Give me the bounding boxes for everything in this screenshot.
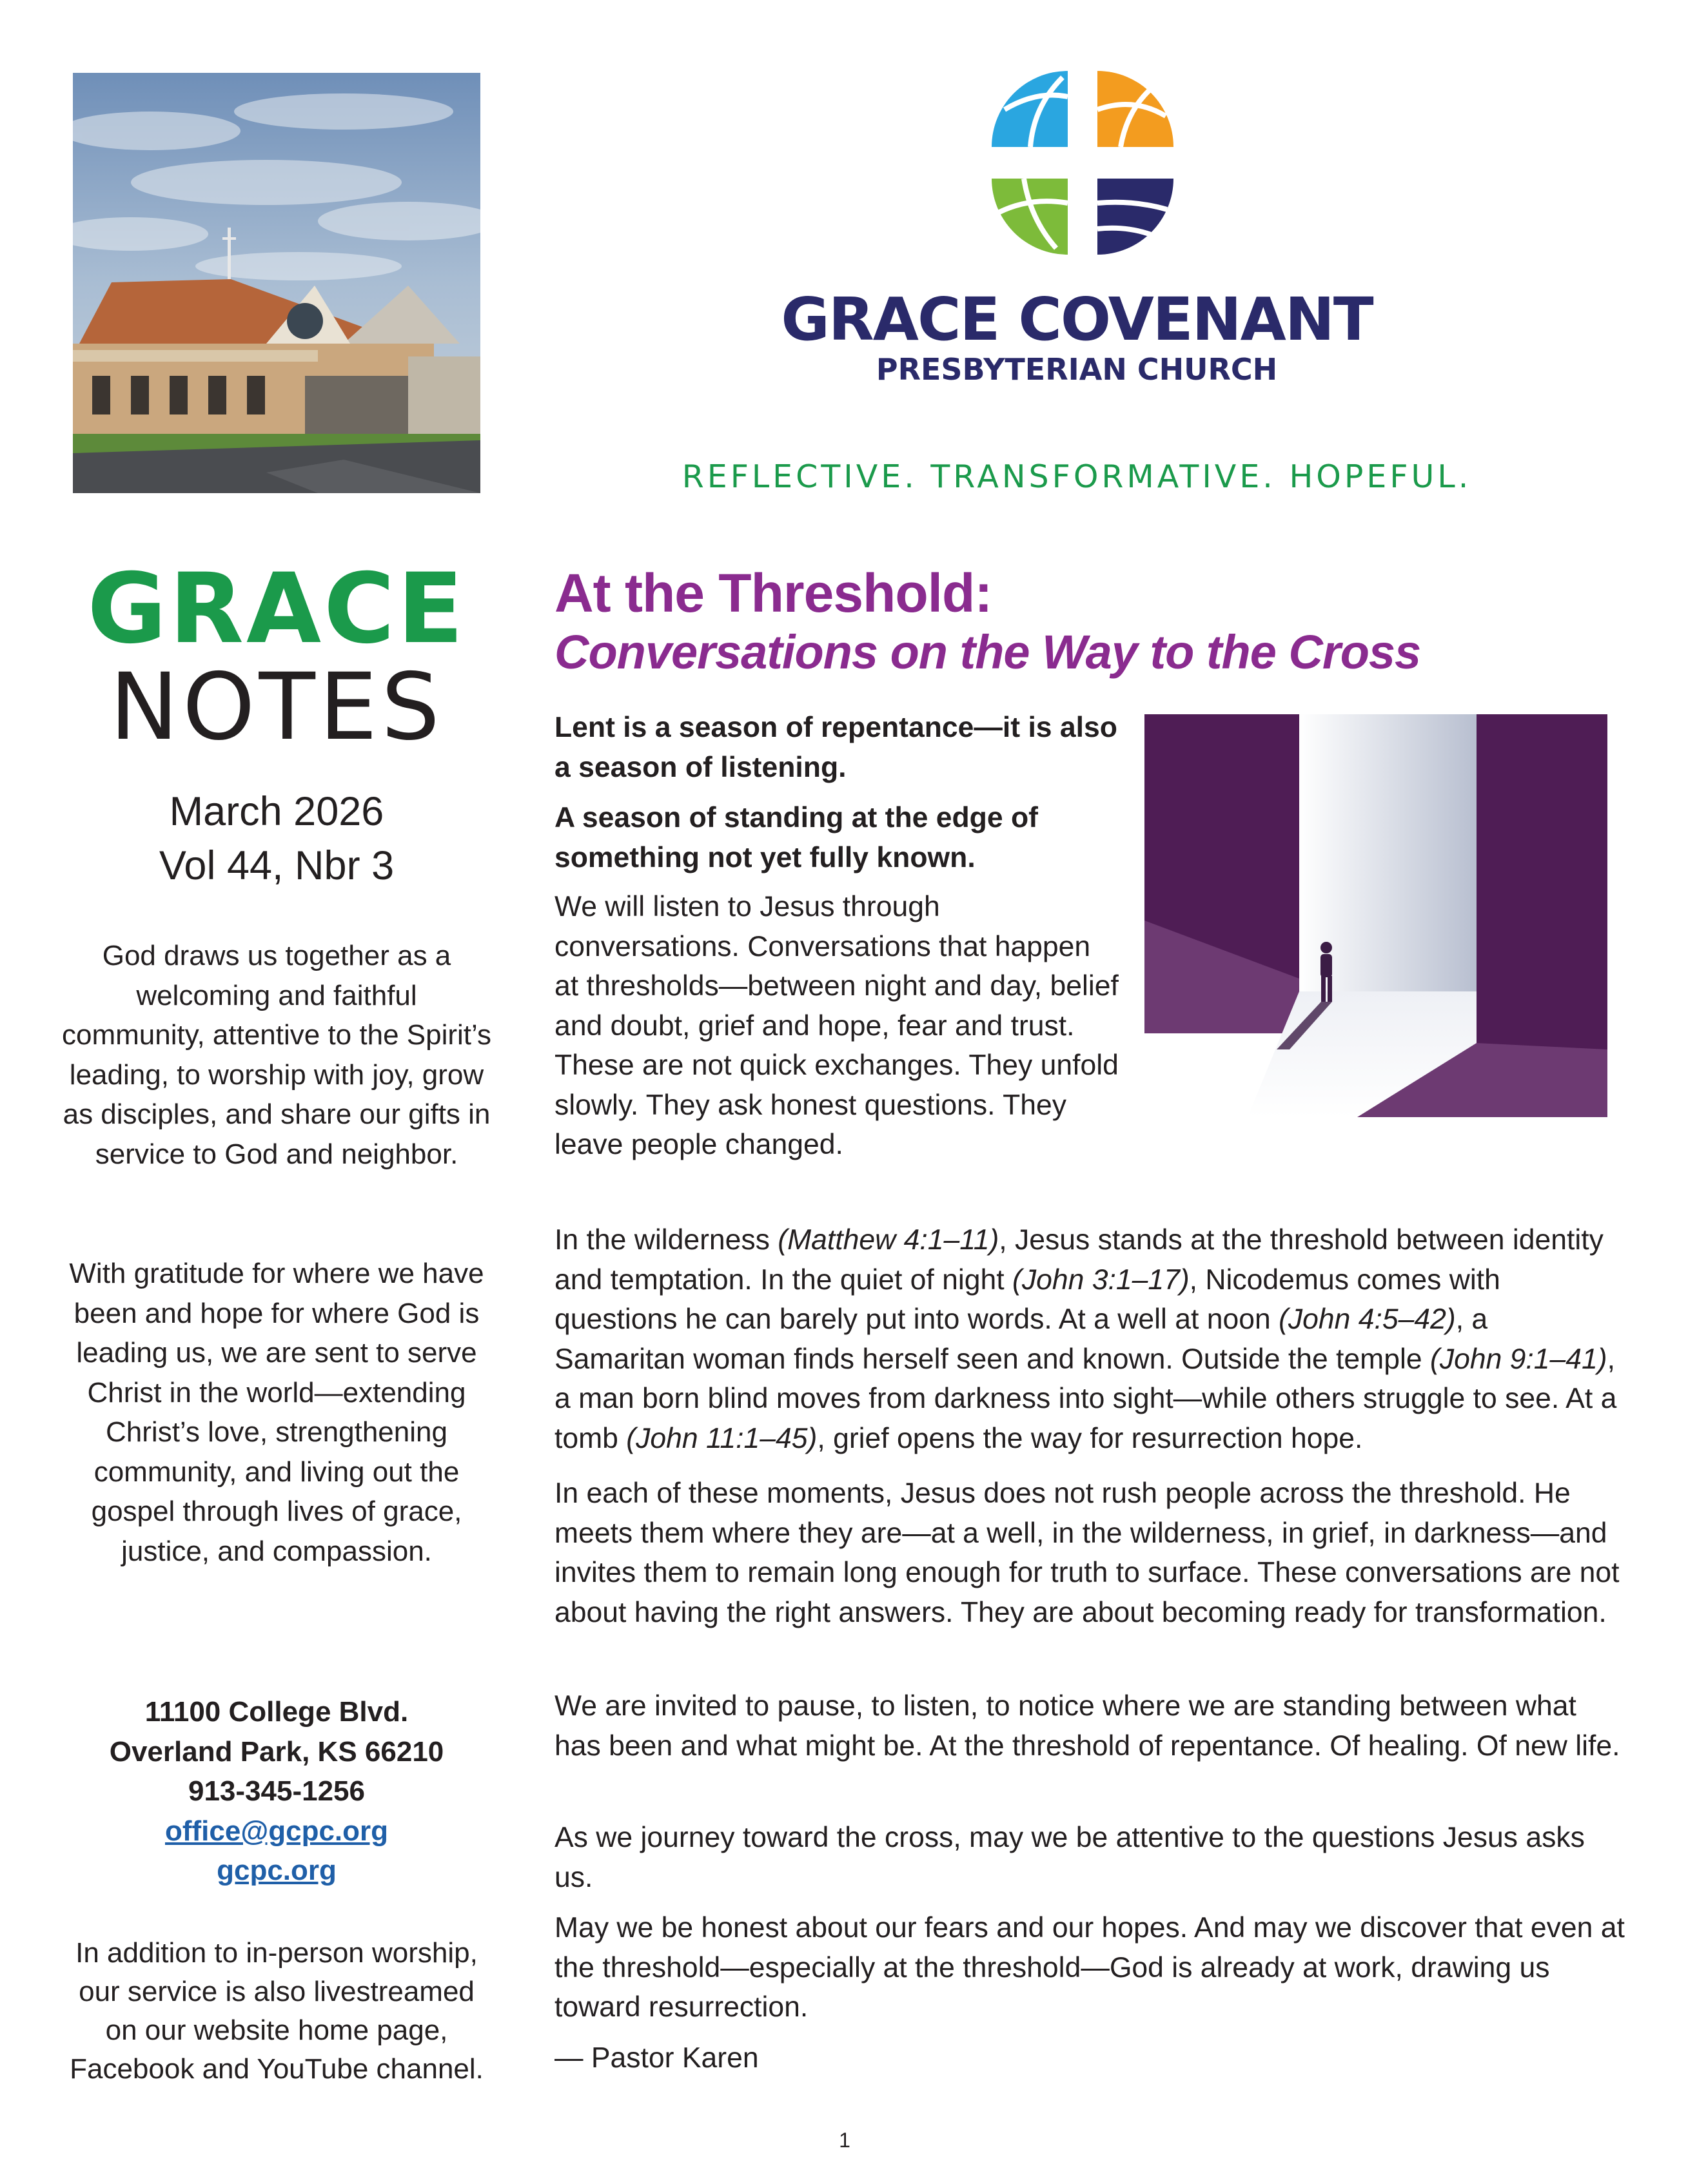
text: , Jesus stands at the threshold between identity and temptation. In the quiet of night xyxy=(554,1224,1604,1296)
mission-statement-1: God draws us together as a welcoming and faithful community, attentive to the Spirit’s leading, to worship with joy, grow as disciples, and share our gifts in service to God and neighbor. xyxy=(62,940,491,1170)
phone-number: 913-345-1256 xyxy=(188,1775,365,1807)
article-title: At the Threshold: xyxy=(554,563,992,623)
text: In the wilderness xyxy=(554,1224,778,1256)
scripture-reference: (John 9:1–41) xyxy=(1430,1343,1607,1375)
church-logo xyxy=(992,71,1173,255)
article-signature: — Pastor Karen xyxy=(554,2042,759,2074)
church-name: GRACE COVENANT xyxy=(781,285,1373,354)
text: , Nicodemus comes with questions he can barely put into words. At a well at noon xyxy=(554,1263,1500,1335)
article-paragraph-5: As we journey toward the cross, may we be attentive to the questions Jesus asks us. xyxy=(554,1822,1585,1893)
text: , a man born blind moves from darkness into sight—while others struggle to see. At a tomb xyxy=(554,1343,1617,1454)
issue-volume: Vol 44, Nbr 3 xyxy=(159,843,395,888)
article-lead-1: Lent is a season of repentance—it is also a season of listening. xyxy=(554,712,1117,783)
church-subtitle: PRESBYTERIAN CHURCH xyxy=(876,352,1278,387)
church-building-image xyxy=(73,73,480,493)
text: , a Samaritan woman finds herself seen and known. Outside the temple xyxy=(554,1303,1488,1375)
scripture-reference: (John 4:5–42) xyxy=(1279,1303,1456,1335)
website-link[interactable]: gcpc.org xyxy=(217,1855,337,1886)
article-paragraph-1: We will listen to Jesus through conversations. Conversations that happen at thresholds—between night and day, belief and doubt, grief and hope, fear and trust. These are not quick exchanges. They unfold slowly. They ask honest questions. They leave people changed. xyxy=(554,891,1119,1160)
scripture-reference: (Matthew 4:1–11) xyxy=(778,1224,999,1256)
address-line2: Overland Park, KS 66210 xyxy=(109,1735,444,1768)
newsletter-title-notes: NOTES xyxy=(109,653,444,761)
threshold-illustration xyxy=(1144,714,1607,1117)
article-subtitle: Conversations on the Way to the Cross xyxy=(554,625,1421,679)
church-photo xyxy=(73,73,480,493)
livestream-note: In addition to in-person worship, our service is also livestreamed on our website home page, Facebook and YouTube channel. xyxy=(70,1937,484,2085)
article-paragraph-2 xyxy=(554,1220,1625,1458)
scripture-reference: (John 11:1–45) xyxy=(626,1422,818,1454)
address-line1: 11100 College Blvd. xyxy=(144,1696,409,1728)
scripture-reference: (John 3:1–17) xyxy=(1012,1263,1190,1296)
article-paragraph-6: May we be honest about our fears and our hopes. And may we discover that even at the threshold—especially at the threshold—God is already at work, drawing us toward resurrection. xyxy=(554,1912,1625,2023)
tagline: REFLECTIVE. TRANSFORMATIVE. HOPEFUL. xyxy=(682,458,1472,495)
newsletter-title-grace: GRACE xyxy=(87,553,466,665)
article-lead-2: A season of standing at the edge of something not yet fully known. xyxy=(554,802,1038,873)
text: , grief opens the way for resurrection hope. xyxy=(817,1422,1363,1454)
globe-cross-icon xyxy=(992,71,1173,255)
email-link[interactable]: office@gcpc.org xyxy=(164,1815,389,1847)
article-paragraph-3: In each of these moments, Jesus does not rush people across the threshold. He meets them where they are—at a well, in the wilderness, in grief, in darkness—and invites them to remain long enough for truth to surface. These conversations are not about having the right answers. They are about becoming ready for transformation. xyxy=(554,1477,1620,1628)
mission-statement-2: With gratitude for where we have been and hope for where God is leading us, we are sent to serve Christ in the world—extending Christ’s love, strengthening community, and living out the gospel through lives of grace, justice, and compassion. xyxy=(69,1258,484,1567)
article-paragraph-4: We are invited to pause, to listen, to notice where we are standing between what has been and what might be. At the threshold of repentance. Of healing. Of new life. xyxy=(554,1690,1620,1762)
issue-date: March 2026 xyxy=(169,789,384,834)
contact-block xyxy=(61,1692,492,1891)
page-number: 1 xyxy=(839,2129,850,2152)
doorway-figure-image xyxy=(1144,714,1607,1117)
